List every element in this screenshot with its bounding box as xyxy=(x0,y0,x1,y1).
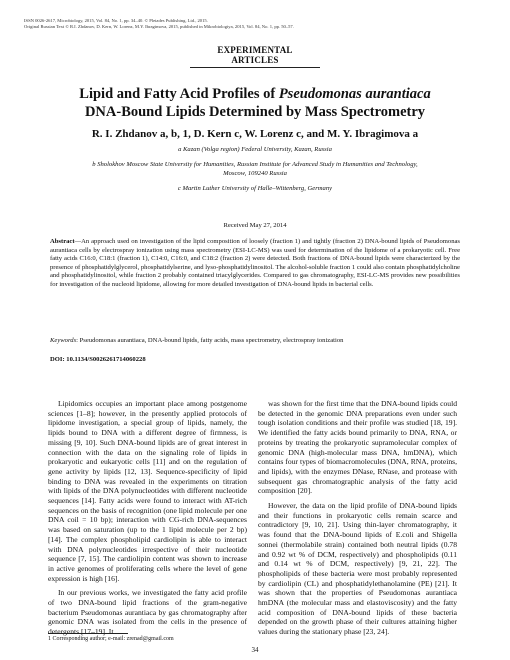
section-heading-line1: EXPERIMENTAL xyxy=(217,45,293,55)
journal-header-line2: Original Russian Text © R.I. Zhdanov, D. Kern, W. Lorenz, M.Y. Ibragimova, 2015, published in Mikrobiologiya, 2015, Vol. 84, No. 1, pp. 50–57. xyxy=(24,24,294,29)
affiliation-a: a Kazan (Volga region) Federal University, Kazan, Russia xyxy=(178,146,332,153)
paragraph: In our previous works, we investigated the fatty acid profile of two DNA-bound lipid fractions of the gram-negative bacterium Pseudomonas aurantiaca by gas chromatography after genomic DNA was isolated from the cells in the presence of detergents [17–19]. It xyxy=(48,588,247,637)
paragraph: However, the data on the lipid profile of DNA-bound lipids and their functions in prokaryotic cells remain scarce and contradictory [9, 10, 21]. Using thin-layer chromatography, it was found that the DNA-bound lipids of E.coli and Shigella sonnei (thermolabile strain) contained both neutral lipids (0.78 and 0.92 wt % of DCM, respectively) and phospholipids (0.11 and 0.14 wt % of DCM, respectively) [9, 21, 22]. The phospholipids of these bacteria were most probably represented by cardiolipin (CL) and phosphatidylethanolamine (PE) [21]. It was shown that the properties of Pseudomonas aurantiaca hmDNA (the molecular mass and elastoviscosity) and the fatty acid composition of DNA-bound lipids of these bacteria depended on the growth phase of their cultures attaining higher values during the stationary phase [23, 24]. xyxy=(258,501,457,637)
paragraph: was shown for the first time that the DNA-bound lipids could be detected in the genomic DNA preparations even under such tough isolation conditions and their profile was studied [18, 19]. We identified the fatty acids bound primarily to DNA, RNA, or proteins by treating the prokaryotic supramolecular complex of genomic DNA (high-molecular mass DNA, hmDNA), which contains four types of biomacromolecules (DNA, RNA, proteins, and lipids), with the enzymes DNase, RNase, and protease with subsequent gas chromatographic analysis of the fatty acid composition [20]. xyxy=(258,399,457,496)
doi: DOI: 10.1134/S0026261714060228 xyxy=(50,356,146,363)
section-rule xyxy=(190,67,320,68)
article-title-line1 xyxy=(0,86,510,103)
abstract-text: —An approach used on investigation of the lipid composition of loosely (fraction 1) and tightly (fraction 2) DNA-bound lipids of Pseudomonas aurantiaca cells by electrospray ionization using mass spectrometry (ESI-LC-MS) was used for determination of the lipidome of a prokaryotic cell. Free fatty acids C16:0, C18:1 (fraction 1), C14:0, C16:0, and C18:2 (fraction 2) were detected. Both fractions of DNA-bound lipids were characterized by the presence of phosphatidylglycerol, phosphatidylserine, and lyso-phosphatidylinositol. The alcohol-soluble fraction 1 could also contain phosphatidylcholine and phosphatidylinositol, while fraction 2 probably contained triacylglycerides. Compared to gas chromatography, ESI-LC-MS provides new possibilities for investigation of the nucleoid lipidome, allowing for more detailed investigation of DNA-bound lipids in bacterial cells. xyxy=(50,238,460,288)
journal-header xyxy=(24,18,294,30)
author-list: R. I. Zhdanov a, b, 1, D. Kern c, W. Lorenz c, and M. Y. Ibragimova a xyxy=(91,128,419,140)
affiliation-b-cont: Moscow, 109240 Russia xyxy=(223,170,287,177)
title-text: Lipid and Fatty Acid Profiles of xyxy=(79,86,279,102)
footnote-rule xyxy=(48,633,128,634)
footnote: 1 Corresponding author; e-mail: zrenad@gmail.com xyxy=(48,636,174,642)
affiliation-b: b Sholokhov Moscow State University for Humanities, Russian Institute for Advanced Study in Humanities and Technology, xyxy=(92,161,418,168)
abstract-label: Abstract xyxy=(50,238,75,245)
received-date: Received May 27, 2014 xyxy=(223,222,287,229)
keywords-text: : Pseudomonas aurantiaca, DNA-bound lipids, fatty acids, mass spectrometry, electrospray ionization xyxy=(76,337,344,344)
section-heading-line2: ARTICLES xyxy=(231,55,279,65)
abstract xyxy=(50,238,460,290)
body-column-left xyxy=(48,399,247,637)
keywords-label: Keywords xyxy=(50,337,77,344)
journal-header-line1: ISSN 0026-2617, Microbiology, 2015, Vol. 84, No. 1, pp. 34–40. © Pleiades Publishing, Ltd., 2015. xyxy=(24,18,208,23)
title-species: Pseudomonas aurantiaca xyxy=(278,86,431,102)
affiliation-c: c Martin Luther University of Halle–Wittenberg, Germany xyxy=(177,185,333,192)
body-column-right xyxy=(258,399,457,637)
article-title-line2: DNA-Bound Lipids Determined by Mass Spectrometry xyxy=(84,104,426,120)
page-number: 34 xyxy=(251,646,259,654)
keywords xyxy=(50,337,460,346)
paragraph: Lipidomics occupies an important place among postgenome sciences [1–8]; however, in the presently applied protocols of lipidome investigation, a special group of lipids, namely, the lipids bound to DNA with a different degree of firmness, is missing [9, 10]. Such DNA-bound lipids are of great interest in connection with the data on the signaling role of lipids in prokaryotic and eukaryotic cells [11] and on the regulation of gene activity by lipids [12, 13]. Sequence-specificity of lipid binding to DNA was revealed in the experiments on titration with lipids of the DNA polynucleotides with different nucleotide sequences [14]. Fatty acids were found to interact with AT-rich sequences on the basis of recognition (one lipid molecule per one DNA coil = 10 bp); interaction with CG-rich DNA-sequences was based on saturation (up to the 1 lipid molecule per 2 bp) [14]. The complex phospholipid cardiolipin is able to interact with DNA polynucleotides irrespective of their nucleotide sequence [7, 15]. The cardiolipin content was shown to increase in active genomes of proliferating cells where the level of gene expression is high [16]. xyxy=(48,399,247,583)
